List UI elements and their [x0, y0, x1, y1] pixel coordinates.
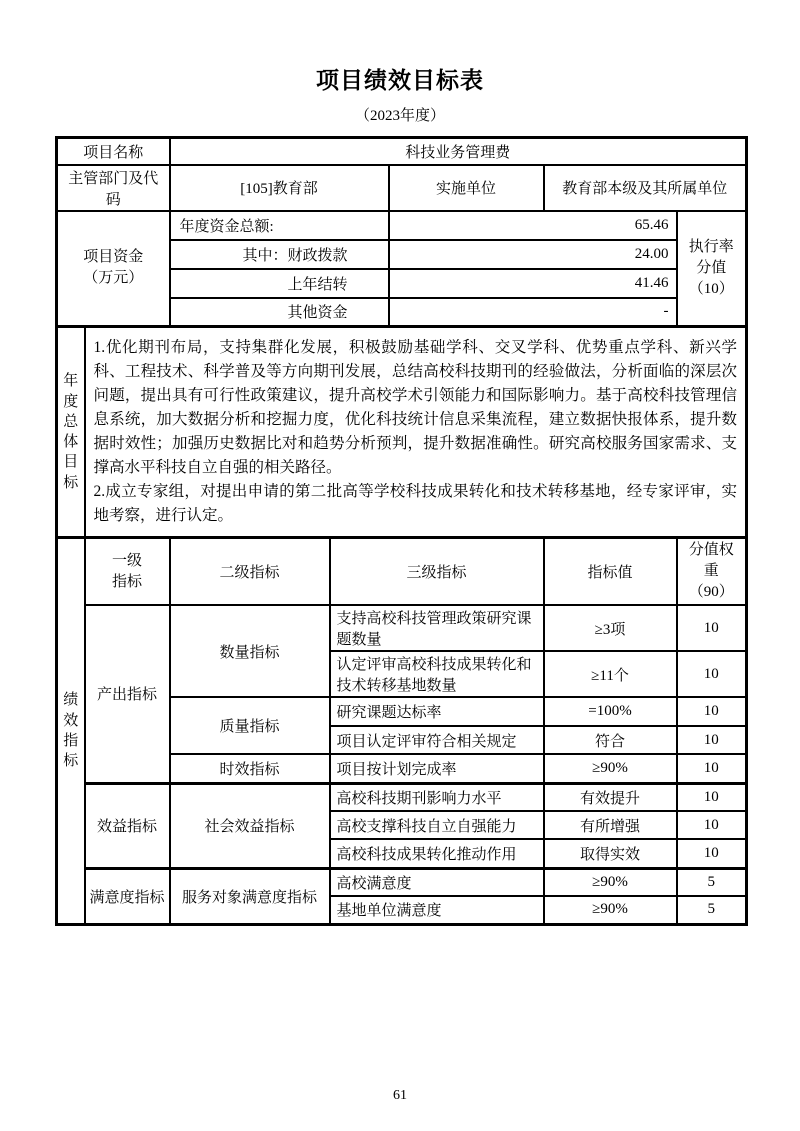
indicator-level2: 时效指标: [170, 754, 330, 783]
indicators-side-label-text: 绩效指标: [63, 692, 79, 769]
indicators-side-label: [57, 538, 85, 925]
page-number: 61: [393, 1088, 407, 1103]
table-row: [57, 138, 747, 165]
indicator-level1: 产出指标: [85, 605, 170, 783]
page-title: 项目绩效目标表: [316, 68, 484, 93]
funding-item-label: 其中：财政拨款: [170, 240, 389, 269]
indicator-level3: 支持高校科技管理政策研究课题数量: [330, 605, 544, 651]
header-weight: [677, 538, 747, 606]
indicator-weight: 10: [677, 839, 747, 868]
header-level1-line2: 指标: [112, 573, 143, 590]
indicator-value: 有所增强: [544, 811, 677, 839]
indicator-row: [57, 605, 747, 651]
indicator-level3: 高校支撑科技自立自强能力: [330, 811, 544, 839]
header-level1-line1: 一级: [112, 552, 143, 569]
funding-item-value: 24.00: [389, 240, 677, 269]
dept-code-value: [105]教育部: [170, 165, 389, 211]
annual-goals-paragraph-2: 2.成立专家组，对提出申请的第二批高等学校科技成果转化和技术转移基地，经专家评审，实地考察，进行认定。: [93, 483, 738, 524]
header-level3: 三级指标: [330, 538, 544, 606]
annual-goals-text: [85, 327, 747, 538]
indicator-level3: 认定评审高校科技成果转化和技术转移基地数量: [330, 651, 544, 697]
indicator-value: =100%: [544, 697, 677, 726]
indicator-level3: 高校科技成果转化推动作用: [330, 839, 544, 868]
impl-unit-value: 教育部本级及其所属单位: [544, 165, 747, 211]
indicator-level3: 基地单位满意度: [330, 896, 544, 924]
indicator-weight: 5: [677, 868, 747, 896]
table-row: [57, 165, 747, 211]
indicator-level3: 项目按计划完成率: [330, 754, 544, 783]
indicator-value: 有效提升: [544, 783, 677, 811]
indicator-weight: 10: [677, 697, 747, 726]
annual-goals-side-label: [57, 327, 85, 538]
indicator-value: ≥90%: [544, 896, 677, 924]
page-subtitle: （2023年度）: [354, 108, 445, 124]
annual-goals-paragraph-1: 1.优化期刊布局，支持集群化发展，积极鼓励基础学科、交叉学科、优势重点学科、新兴学科、工程技术、科学普及等方向期刊发展，总结高校科技期刊的经验做法，分析面临的深层次问题，提出具有可行性政策建议，提升高校学术引领能力和国际影响力。基于高校科技管理信息系统，加大数据分析和挖掘力度，优化科技统计信息采集流程，建立数据快报体系，提升数据时效性；加强历史数据比对和趋势分析预判，提升数据准确性。研究高校服务国家需求、支撑高水平科技自立自强的相关路径。: [93, 339, 738, 476]
indicator-weight: 10: [677, 651, 747, 697]
header-weight-line1: 分值权重: [688, 542, 734, 579]
indicator-weight: 10: [677, 811, 747, 839]
header-value: 指标值: [544, 538, 677, 606]
funding-item-label: 年度资金总额:: [170, 211, 389, 240]
impl-unit-label: 实施单位: [389, 165, 544, 211]
indicator-level3: 高校满意度: [330, 868, 544, 896]
indicator-level2: 社会效益指标: [170, 783, 330, 868]
funding-row: [57, 211, 747, 240]
funding-item-label: 其他资金: [170, 298, 389, 327]
indicator-level2: 数量指标: [170, 605, 330, 697]
funding-item-label: 上年结转: [170, 269, 389, 298]
execution-rate-line1: 执行率: [688, 238, 734, 255]
indicator-weight: 5: [677, 896, 747, 924]
indicators-header-row: [57, 538, 747, 606]
indicator-value: 取得实效: [544, 839, 677, 868]
indicator-level2: 质量指标: [170, 697, 330, 754]
indicator-level1: 效益指标: [85, 783, 170, 868]
header-level2: 二级指标: [170, 538, 330, 606]
funding-side-label-line2: （万元）: [83, 270, 144, 287]
header-level1: [85, 538, 170, 606]
indicator-row: [57, 783, 747, 811]
funding-side-label-line1: 项目资金: [83, 249, 144, 266]
indicator-weight: 10: [677, 605, 747, 651]
funding-side-label: [57, 211, 170, 327]
execution-rate-score: [677, 211, 747, 327]
dept-code-label: 主管部门及代码: [57, 165, 170, 211]
execution-rate-line2: 分值: [696, 259, 727, 276]
indicator-level3: 高校科技期刊影响力水平: [330, 783, 544, 811]
indicator-row: [57, 868, 747, 896]
funding-item-value: 41.46: [389, 269, 677, 298]
indicator-value: ≥3项: [544, 605, 677, 651]
indicator-weight: 10: [677, 754, 747, 783]
indicator-value: 符合: [544, 726, 677, 754]
indicator-level3: 项目认定评审符合相关规定: [330, 726, 544, 754]
indicator-weight: 10: [677, 783, 747, 811]
indicator-value: ≥11个: [544, 651, 677, 697]
funding-item-value: 65.46: [389, 211, 677, 240]
project-name-label: 项目名称: [57, 138, 170, 165]
execution-rate-line3: （10）: [688, 280, 734, 297]
performance-target-table: [55, 136, 748, 926]
indicator-level2: 服务对象满意度指标: [170, 868, 330, 924]
annual-goals-side-label-text: 年度总体目标: [63, 373, 79, 491]
annual-goals-row: [57, 327, 747, 538]
indicator-weight: 10: [677, 726, 747, 754]
indicator-level1: 满意度指标: [85, 868, 170, 924]
indicator-level3: 研究课题达标率: [330, 697, 544, 726]
indicator-value: ≥90%: [544, 754, 677, 783]
funding-item-value: -: [389, 298, 677, 327]
header-weight-line2: （90）: [688, 584, 734, 600]
indicator-value: ≥90%: [544, 868, 677, 896]
project-name-value: 科技业务管理费: [170, 138, 747, 165]
